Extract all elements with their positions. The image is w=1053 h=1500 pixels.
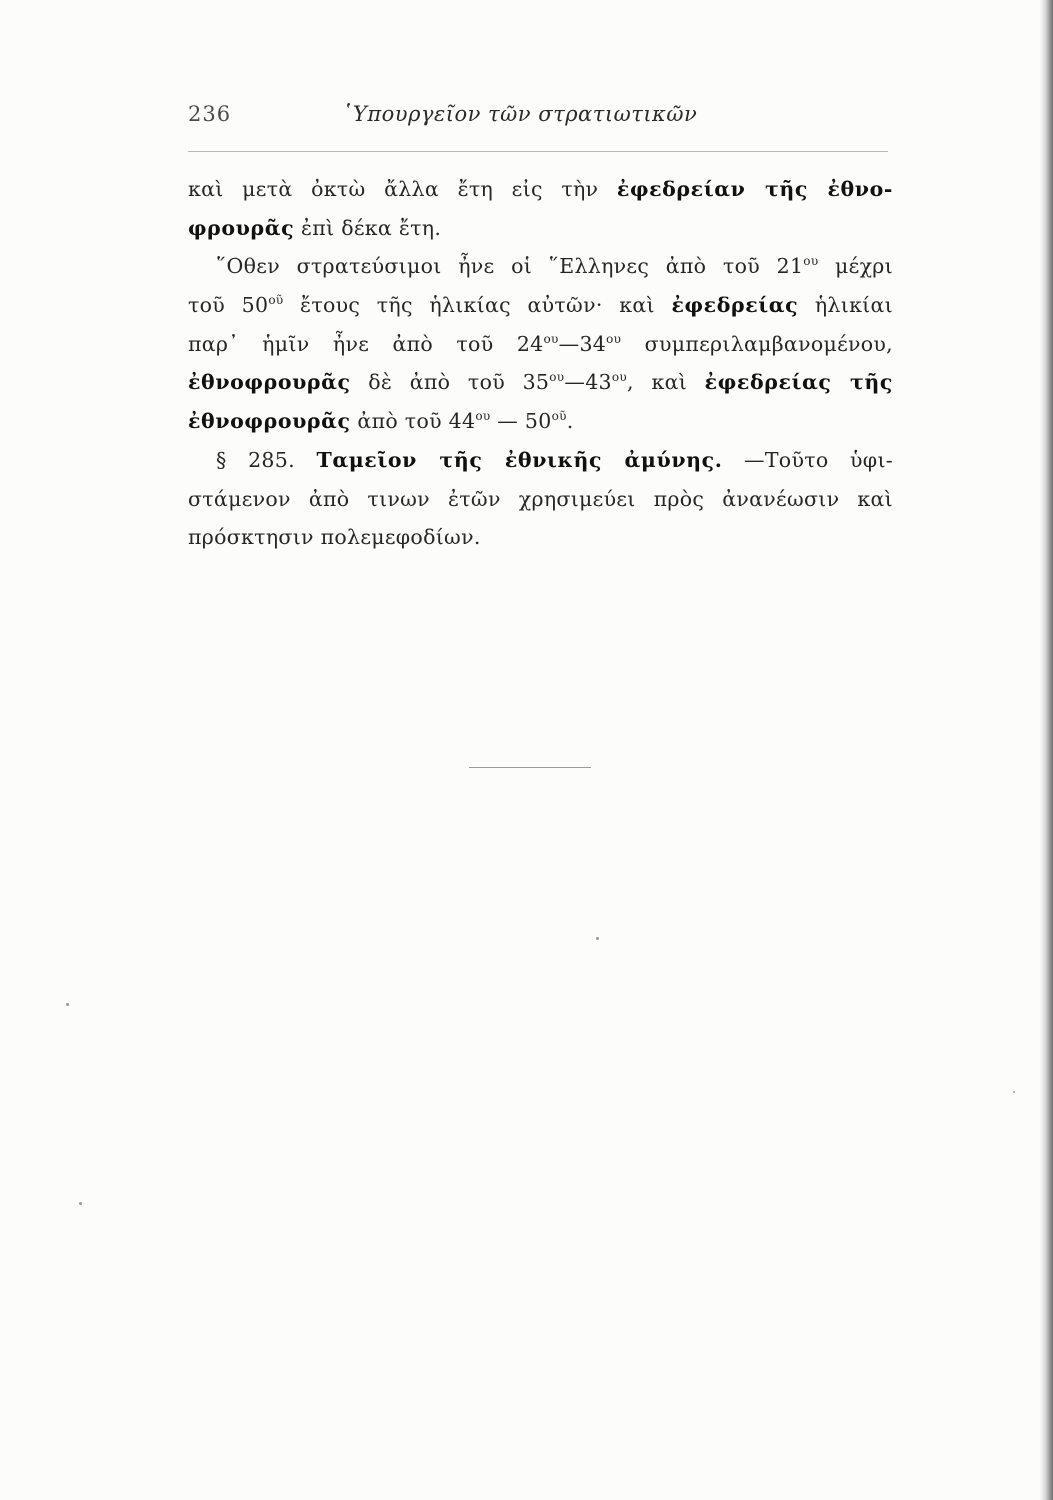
bold-term: φρουρᾶς <box>188 215 295 240</box>
body-text <box>188 170 893 557</box>
bold-term: ἐφεδρείαν τῆς ἐθνο- <box>616 177 893 201</box>
bold-term: ἐθνοφρουρᾶς <box>188 370 351 395</box>
text-run: ἡλικίαι <box>798 293 893 318</box>
paper-speck <box>66 1003 69 1006</box>
text-run: πρόσκτησιν πολεμεφοδίων. <box>188 525 481 550</box>
text-line-2 <box>188 209 893 248</box>
bold-term: ἐφεδρείας τῆς <box>704 370 893 395</box>
paper-speck <box>596 937 599 940</box>
text-run: —Τοῦτο ὑφι- <box>722 447 894 472</box>
text-line-9 <box>188 480 893 519</box>
text-run: ἐπὶ δέκα ἔτη. <box>294 215 442 240</box>
ordinal-suffix: ου <box>803 254 819 269</box>
text-run: ἔτους τῆς ἡλικίας αὐτῶν· καὶ <box>283 293 672 318</box>
text-run: συμπεριλαμβανομένου, <box>621 331 893 356</box>
paper-speck <box>1013 1091 1015 1093</box>
text-line-4 <box>188 286 893 325</box>
bold-term: ἐθνοφρουρᾶς <box>188 409 351 434</box>
section-heading: Ταμεῖον τῆς ἐθνικῆς ἀμύνης. <box>316 447 723 472</box>
ordinal-suffix: ου <box>611 370 628 385</box>
text-run: ἀπὸ τοῦ 44 <box>350 409 476 434</box>
bold-term: ἐφεδρείας <box>671 293 799 318</box>
text-run: παρ᾽ ἡμῖν ἦνε ἀπὸ τοῦ 24 <box>188 331 544 356</box>
text-run: τοῦ 50 <box>188 293 269 318</box>
text-line-8 <box>188 441 893 480</box>
ordinal-suffix: ου <box>606 331 622 346</box>
text-line-10 <box>188 518 893 557</box>
page-number: 236 <box>188 102 232 126</box>
text-run: —43 <box>564 370 612 395</box>
end-rule <box>469 767 591 768</box>
text-line-5 <box>188 325 893 364</box>
ordinal-suffix: ου <box>475 409 491 424</box>
page-binding-edge <box>1039 0 1053 1500</box>
ordinal-suffix: ου <box>543 331 559 346</box>
text-run: . <box>566 409 574 434</box>
text-run: στάμενον ἀπὸ τινων ἐτῶν χρησιμεύει πρὸς ἀνανέωσιν καὶ <box>188 486 893 511</box>
text-run: δὲ ἀπὸ τοῦ 35 <box>350 370 550 395</box>
running-title: ῾Υπουργεῖον τῶν στρατιωτικῶν <box>342 102 698 126</box>
text-line-1 <box>188 170 893 209</box>
text-run: —34 <box>558 331 607 356</box>
text-line-3 <box>188 247 893 286</box>
text-line-6 <box>188 363 893 402</box>
section-number: § 285. <box>216 447 317 472</box>
text-run: , καὶ <box>627 370 705 395</box>
text-run: καὶ μετὰ ὀκτὼ ἄλλα ἔτη εἰς τὴν <box>188 177 617 201</box>
ordinal-suffix: οῦ <box>268 293 284 308</box>
text-run: μέχρι <box>818 254 893 279</box>
paper-speck <box>79 1202 82 1205</box>
header-rule <box>188 151 888 152</box>
text-run: — 50 <box>490 409 552 434</box>
text-line-7 <box>188 402 893 441</box>
page-header <box>188 100 888 140</box>
ordinal-suffix: οῦ <box>551 409 567 424</box>
ordinal-suffix: ου <box>549 370 565 385</box>
text-run: ῞Οθεν στρατεύσιμοι ἦνε οἱ ῞Ελληνες ἀπὸ τοῦ 21 <box>216 254 804 279</box>
